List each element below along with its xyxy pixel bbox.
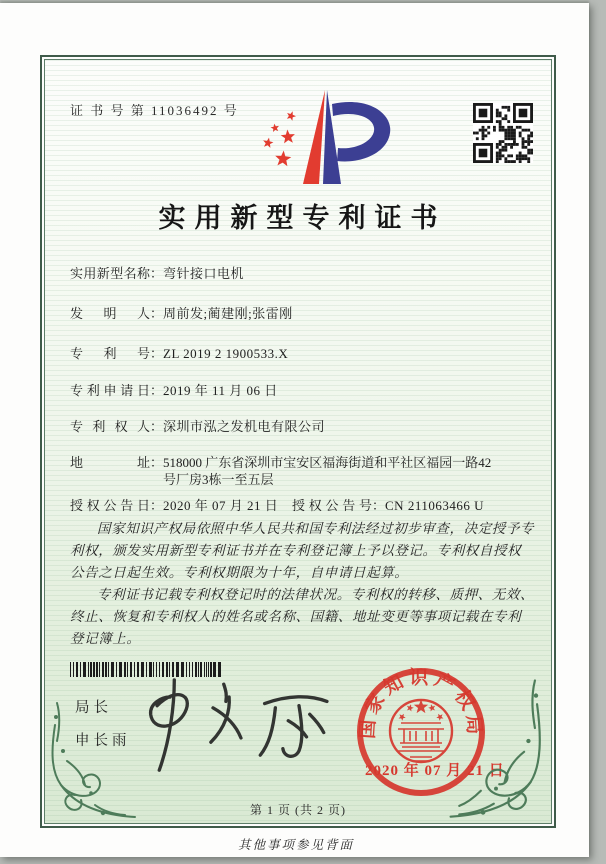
field-value: ZL 2019 2 1900533.X	[163, 346, 289, 361]
corner-flourish-icon	[443, 661, 549, 821]
certificate-title: 实用新型专利证书	[158, 203, 447, 233]
certificate-number: 证 书 号 第 11036492 号	[70, 103, 239, 118]
legal-paragraph: 专利证书记载专利权登记时的法律状况。专利权的转移、质押、无效、终止、恢复和专利权人的姓名或名称、国籍、地址变更等事项记载在专利登记簿上。	[70, 587, 535, 646]
field-row-grant	[70, 497, 540, 514]
director-signature	[127, 672, 342, 777]
certificate-guilloche-background	[44, 59, 552, 824]
field-value: 周前发;蔺建刚;张雷刚	[163, 306, 293, 321]
legal-text	[70, 518, 535, 650]
field-row-application-date	[70, 382, 540, 399]
field-row-utility-model-name	[70, 265, 540, 282]
field-label: 专利号	[70, 346, 150, 361]
field-group-grant-number	[292, 497, 484, 514]
field-colon: ：	[150, 498, 164, 513]
field-value: 深圳市泓之发机电有限公司	[163, 419, 326, 434]
field-label: 发明人	[70, 306, 150, 321]
field-label: 授权公告日	[70, 498, 150, 513]
field-label: 授权公告号	[292, 498, 372, 513]
certificate-paper	[0, 3, 589, 857]
legal-paragraph: 国家知识产权局依照中华人民共和国专利法经过初步审查，决定授予专利权，颁发实用新型专利证书并在专利登记簿上予以登记。专利权自授权公告之日起生效。专利权期限为十年，自申请日起算。	[70, 521, 535, 580]
field-colon: ：	[372, 498, 386, 513]
field-row-inventors	[70, 305, 540, 322]
cnipa-logo-icon	[241, 86, 411, 188]
field-value: 2019 年 11 月 06 日	[163, 383, 278, 398]
field-row-address	[70, 454, 540, 488]
director-name: 申长雨	[75, 733, 131, 749]
field-colon: ：	[150, 346, 164, 361]
field-value: CN 211063466 U	[385, 498, 484, 513]
field-label: 专利权人	[70, 419, 150, 434]
field-colon: ：	[150, 266, 164, 281]
field-colon: ：	[150, 455, 164, 470]
field-label: 实用新型名称	[70, 266, 150, 281]
director-title: 局长	[75, 700, 112, 716]
page-number: 第 1 页 (共 2 页)	[250, 803, 346, 817]
field-row-patentee	[70, 418, 540, 435]
back-note: 其他事项参见背面	[237, 838, 354, 852]
field-row-patent-number	[70, 345, 540, 362]
field-value: 弯针接口电机	[163, 266, 245, 281]
corner-flourish-icon	[47, 673, 139, 821]
field-colon: ：	[150, 306, 164, 321]
seal-date: 2020 年 07 月 21 日	[365, 763, 505, 779]
field-colon: ：	[150, 383, 164, 398]
field-value: 2020 年 07 月 21 日	[163, 498, 279, 513]
field-colon: ：	[150, 419, 164, 434]
certificate-border-frame	[40, 55, 556, 828]
field-label: 地址	[70, 455, 150, 470]
field-value: 518000 广东省深圳市宝安区福海街道和平社区福园一路42号厂房3栋一至五层	[163, 455, 492, 487]
qr-code	[473, 103, 533, 163]
seal-text: 国家知识产权局	[357, 667, 485, 740]
field-label: 专利申请日	[70, 383, 150, 398]
